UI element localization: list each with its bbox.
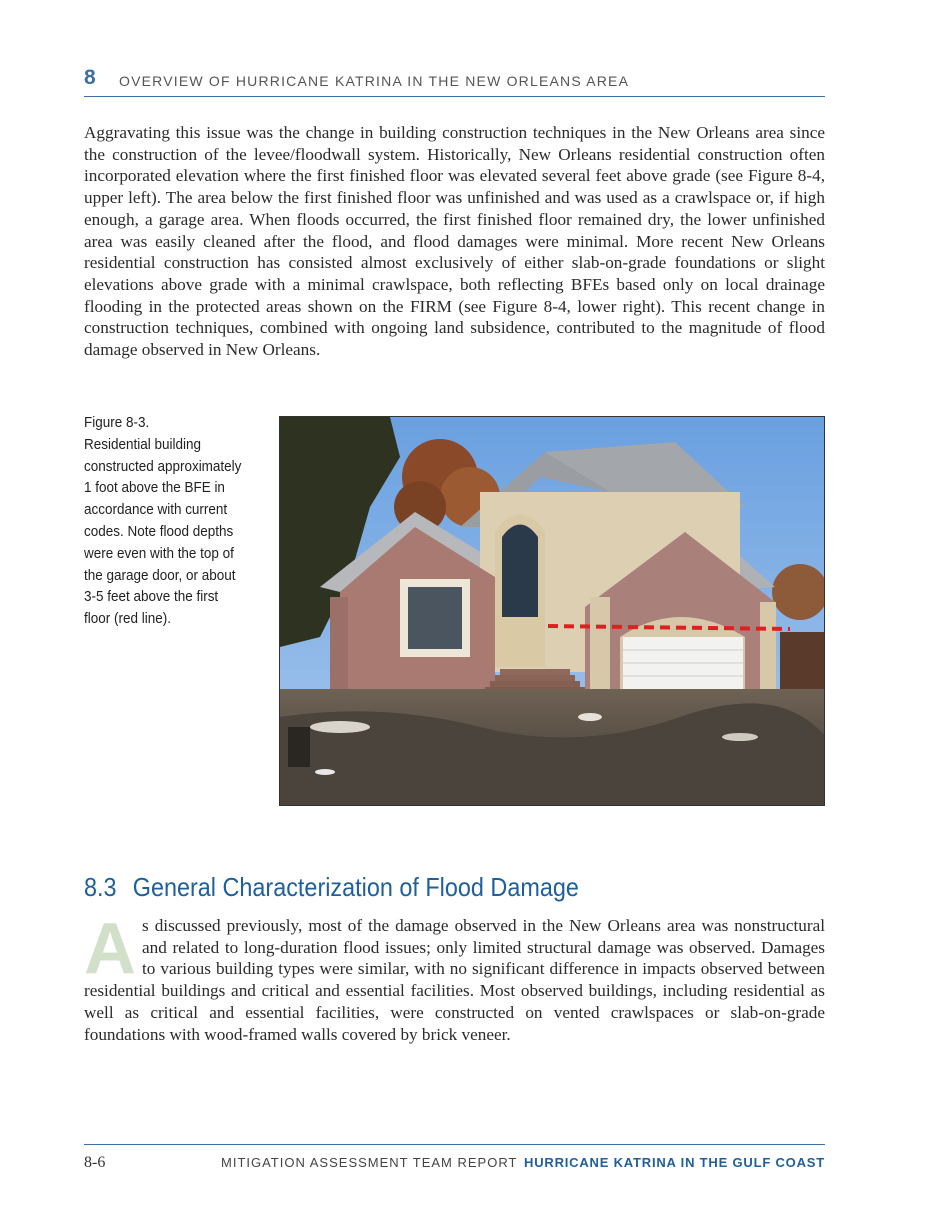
body-paragraph: Aggravating this issue was the change in building construction techniques in the New Orleans area since the construction of the levee/floodwall system. Historically, New Orleans residential construction often incorporated elevation where the first finished floor was elevated several feet above grade (see Figure 8-4, upper left). The area below the first finished floor was unfinished and was used as a crawlspace or, if high enough, a garage area. When floods occurred, the first finished floor remained dry, the lower unfinished area was easily cleaned after the flood, and flood damages were minimal. More recent New Orleans residential construction has consisted almost exclusively of either slab-on-grade foundations or slight elevations above grade with a minimal crawlspace, both reflecting BFEs based only on local drainage flooding in the protected areas shown on the FIRM (see Figure 8-4, lower right). This recent change in construction techniques, combined with ongoing land subsidence, contributed to the magnitude of flood damage observed in New Orleans.	[84, 123, 825, 360]
chapter-title: OVERVIEW OF HURRICANE KATRINA IN THE NEW ORLEANS AREA	[119, 73, 630, 89]
section-paragraph	[84, 909, 825, 1045]
section-heading	[84, 872, 579, 903]
drop-cap: A	[84, 909, 136, 989]
figure-photo-flooded-house	[279, 416, 825, 806]
section-body-text: s discussed previously, most of the damage observed in the New Orleans area was nonstructural and related to long-duration flood issues; only limited structural damage was observed. Damages to various building types were similar, with no significant difference in impacts observed between residential buildings and critical and essential facilities. Most observed buildings, including residential as well as critical and essential facilities, were constructed on vented crawlspaces or slab-on-grade foundations with wood-framed walls covered by brick veneer.	[84, 916, 825, 1044]
figure-caption-text: Residential building constructed approximately 1 foot above the BFE in accordance with current codes. Note flood depths were even with the top of the garage door, or about 3-5 feet above the first floor (red line).	[84, 436, 242, 628]
figure-label: Figure 8-3.	[84, 415, 150, 431]
page-number: 8-6	[84, 1154, 106, 1171]
running-header	[84, 66, 825, 97]
section-title: General Characterization of Flood Damage	[132, 872, 579, 902]
figure-caption	[84, 413, 244, 631]
series-title: HURRICANE KATRINA IN THE GULF COAST	[524, 1155, 825, 1170]
section-number: 8.3	[84, 872, 117, 902]
chapter-number: 8	[84, 66, 96, 89]
report-title: MITIGATION ASSESSMENT TEAM REPORT	[221, 1155, 518, 1170]
running-footer	[84, 1144, 825, 1175]
